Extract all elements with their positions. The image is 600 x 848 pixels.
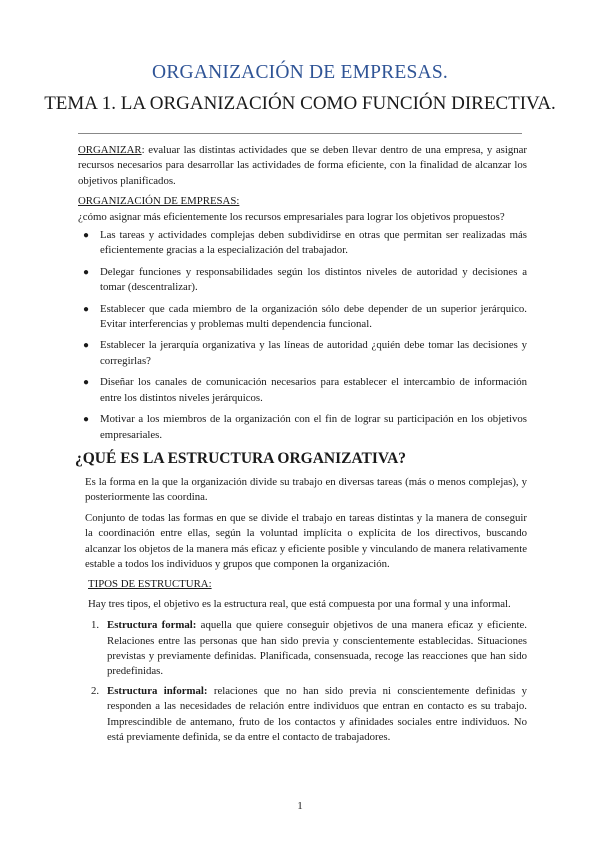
type-description: aquella que quiere conseguir objetivos de una manera eficaz y eficiente. Relaciones entre las personas que han sido previa y conscientemente establecidas. Situaciones previstas y previamente definidas. Planificada, consensuada, recoge las reacciones que han sido predefinidas. bbox=[107, 619, 527, 678]
org-section-heading: ORGANIZACIÓN DE EMPRESAS: bbox=[78, 195, 240, 208]
page-number: 1 bbox=[297, 800, 303, 812]
list-number: 1. bbox=[91, 619, 100, 632]
list-item-text: Delegar funciones y responsabilidades según los distintos niveles de autoridad y decisiones a tomar (descentralizar). bbox=[100, 265, 527, 294]
bullet-icon: ● bbox=[83, 414, 90, 426]
list-item-text: Establecer la jerarquía organizativa y las líneas de autoridad ¿quién debe tomar las decisiones y corregirlas? bbox=[100, 339, 527, 367]
org-bullet-list bbox=[78, 228, 527, 443]
bullet-icon: ● bbox=[83, 377, 90, 389]
intro-definition: : evaluar las distintas actividades que se deben llevar dentro de una empresa, y asignar recursos necesarios para desarrollar las actividades de forma eficiente, con la finalidad de alcanzar los objetivos planificados. bbox=[78, 144, 527, 187]
type-name: Estructura formal: bbox=[107, 619, 197, 632]
list-item bbox=[78, 265, 527, 296]
header-divider bbox=[78, 133, 522, 134]
list-item bbox=[78, 228, 527, 259]
intro-term: ORGANIZAR bbox=[78, 144, 142, 156]
list-number: 2. bbox=[91, 684, 100, 697]
type-description: relaciones que no han sido previa ni conscientemente definidas y responden a las necesidades de relación entre individuos que entran en contacto es su trabajo. Imprescindible de antemano, fruto de los contactos y afinidades sociales entre individuos. No está previamente definida, se da entre el contacto de trabajadores. bbox=[107, 684, 528, 743]
structure-paragraph-2: Conjunto de todas las formas en que se divide el trabajo en tareas distintas y la manera de conseguir la coordinación entre ellas, según la voluntad implícita o explícita de los directivos, buscando alcanzar los objetos de la manera más eficaz y eficiente posible y vinculando de manera relativamente estable a todos los individuos y grupos que componen la organización. bbox=[85, 511, 527, 570]
list-item-text: Establecer que cada miembro de la organización sólo debe depender de un superior jerárquico. Evitar interferencias y problemas multi dependencia funcional. bbox=[100, 302, 527, 331]
list-item bbox=[78, 338, 527, 369]
structure-types-list bbox=[78, 618, 527, 745]
org-section-question: ¿cómo asignar más eficientemente los recursos empresariales para lograr los objetivos propuestos? bbox=[78, 210, 505, 223]
list-item-text: Las tareas y actividades complejas deben subdividirse en otras que permitan ser realizadas más eficientemente gracias a la especialización del trabajador. bbox=[100, 229, 527, 257]
list-item bbox=[78, 684, 527, 746]
document-body bbox=[75, 143, 528, 749]
document-subtitle: TEMA 1. LA ORGANIZACIÓN COMO FUNCIÓN DIRECTIVA. bbox=[44, 93, 556, 114]
list-item bbox=[78, 375, 527, 406]
list-item bbox=[78, 412, 527, 443]
bullet-icon: ● bbox=[83, 266, 90, 278]
list-item bbox=[78, 302, 527, 333]
list-item-text: Diseñar los canales de comunicación necesarios para establecer el intercambio de información entre los distintos niveles jerárquicos. bbox=[100, 376, 527, 404]
bullet-icon: ● bbox=[83, 340, 90, 352]
type-name: Estructura informal: bbox=[107, 684, 208, 697]
list-item bbox=[78, 618, 527, 680]
bullet-icon: ● bbox=[83, 230, 90, 242]
structure-section-heading: ¿QUÉ ES LA ESTRUCTURA ORGANIZATIVA? bbox=[75, 449, 407, 467]
types-heading: TIPOS DE ESTRUCTURA: bbox=[88, 578, 212, 591]
bullet-icon: ● bbox=[83, 303, 90, 315]
structure-paragraph-1: Es la forma en la que la organización divide su trabajo en diversas tareas (más o menos complejas), y posteriormente las coordina. bbox=[85, 475, 527, 504]
intro-paragraph bbox=[78, 143, 527, 189]
document-title: ORGANIZACIÓN DE EMPRESAS. bbox=[152, 62, 448, 83]
types-intro: Hay tres tipos, el objetivo es la estructura real, que está compuesta por una formal y una informal. bbox=[88, 597, 511, 610]
list-item-text: Motivar a los miembros de la organización con el fin de lograr su participación en los objetivos empresariales. bbox=[100, 413, 527, 441]
